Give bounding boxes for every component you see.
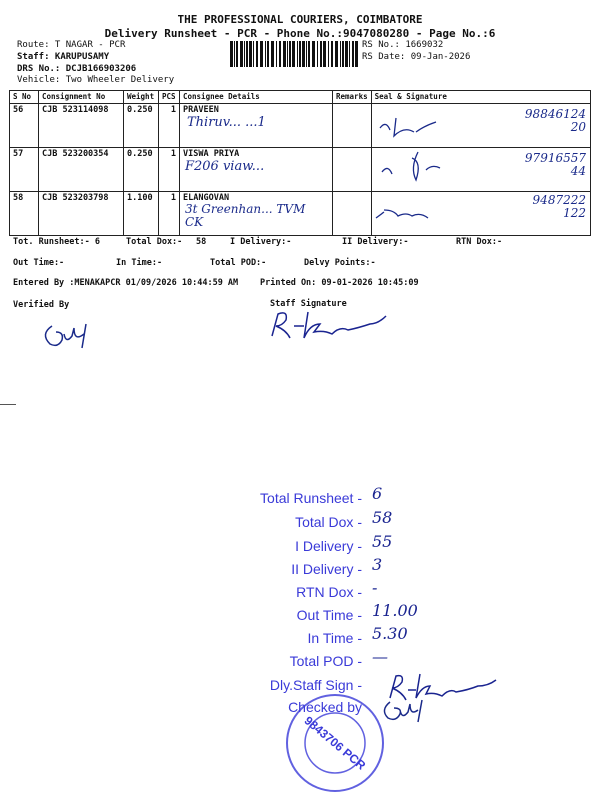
- barcode-bar: [308, 41, 310, 67]
- stamp-label: RTN Dox -: [296, 584, 362, 600]
- barcode-bar: [279, 41, 281, 67]
- stamp-label: In Time -: [307, 630, 362, 646]
- row-remarks: [333, 104, 372, 148]
- stamp-value: —: [372, 647, 388, 666]
- runsheet-subtitle: Delivery Runsheet - PCR - Phone No.:9047080280 - Page No.:6: [104, 27, 496, 40]
- rs-date: RS Date: 09-Jan-2026: [362, 52, 471, 62]
- staff-signature: [266, 304, 416, 344]
- total-dox-label: Total Dox:-: [126, 237, 183, 247]
- row-seal: [371, 148, 590, 192]
- printed-on: Printed On: 09-01-2026 10:45:09: [260, 278, 419, 288]
- row-consignment: CJB 523203798: [39, 192, 124, 236]
- barcode-bar: [292, 41, 295, 67]
- row-remarks: [333, 148, 372, 192]
- table-header-row: [10, 91, 591, 104]
- barcode-bar: [342, 41, 344, 67]
- margin-tick: [0, 404, 16, 405]
- barcode-bar: [345, 41, 348, 67]
- stamp-label: Out Time -: [296, 607, 362, 623]
- verified-by-label: Verified By: [13, 300, 70, 310]
- row-weight: 1.100: [124, 192, 159, 236]
- phone-number: 97916557 44: [524, 151, 586, 178]
- seal-text: 9843706 PCR: [301, 713, 369, 773]
- row-weight: 0.250: [124, 148, 159, 192]
- barcode-bar: [230, 41, 233, 67]
- barcode-bar: [297, 41, 298, 67]
- total-pod: Total POD:-: [210, 258, 267, 268]
- col-consignee: Consignee Details: [180, 91, 333, 104]
- barcode-bar: [234, 41, 235, 67]
- col-consignment: Consignment No: [39, 91, 124, 104]
- row-pcs: 1: [159, 148, 180, 192]
- row-seal: [371, 192, 590, 236]
- barcode: [230, 41, 358, 67]
- total-dox-value: 58: [196, 237, 207, 247]
- checked-by-signature: [378, 694, 438, 730]
- stamp-value: 11.00: [372, 601, 418, 620]
- stamp-value: 6: [372, 484, 383, 503]
- consignee-note: 3t Greenhan... TVM CK: [185, 202, 306, 229]
- col-remarks: Remarks: [333, 91, 372, 104]
- barcode-bar: [265, 41, 266, 67]
- barcode-bar: [260, 41, 263, 67]
- barcode-bar: [323, 41, 326, 67]
- phone-number: 98846124 20: [524, 107, 586, 134]
- col-weight: Weight: [124, 91, 159, 104]
- barcode-bar: [328, 41, 329, 67]
- table-row: [10, 148, 591, 192]
- table-row: [10, 104, 591, 148]
- phone-number: 9487222 122: [532, 193, 586, 220]
- stamp-label: Dly.Staff Sign -: [269, 677, 362, 693]
- staff-label: Staff: KARUPUSAMY: [17, 52, 110, 62]
- company-seal: [280, 688, 390, 798]
- consignee-note: Thiruv... ...1: [187, 115, 266, 130]
- total-runsheet: Tot. Runsheet:- 6: [13, 237, 100, 247]
- barcode-bar: [240, 41, 243, 67]
- row-pcs: 1: [159, 192, 180, 236]
- signature-mark: [372, 148, 492, 188]
- row-consignee: [180, 148, 333, 192]
- row-consignee: [180, 104, 333, 148]
- stamp-label: II Delivery -: [291, 561, 362, 577]
- table-row: [10, 192, 591, 236]
- barcode-bar: [283, 41, 286, 67]
- barcode-bar: [320, 41, 322, 67]
- company-title: THE PROFESSIONAL COURIERS, COIMBATORE: [177, 13, 423, 26]
- col-sno: S No: [10, 91, 39, 104]
- barcode-bar: [244, 41, 245, 67]
- barcode-bar: [312, 41, 315, 67]
- barcode-bar: [317, 41, 318, 67]
- consignee-name: VISWA PRIYA: [183, 149, 240, 159]
- signature-mark: [372, 192, 492, 232]
- stamp-value: -: [372, 578, 378, 597]
- barcode-bar: [306, 41, 307, 67]
- row-sno: 58: [10, 192, 39, 236]
- ii-delivery: II Delivery:-: [342, 237, 409, 247]
- row-pcs: 1: [159, 104, 180, 148]
- barcode-bar: [352, 41, 354, 67]
- stamp-value: 55: [372, 532, 393, 551]
- row-seal: [371, 104, 590, 148]
- row-weight: 0.250: [124, 104, 159, 148]
- stamp-label: Total Runsheet -: [260, 490, 362, 506]
- row-remarks: [333, 192, 372, 236]
- runsheet-table: [9, 90, 591, 236]
- barcode-bar: [340, 41, 341, 67]
- barcode-bar: [289, 41, 291, 67]
- barcode-bar: [253, 41, 254, 67]
- rs-no: RS No.: 1669032: [362, 40, 444, 50]
- staff-signature-label: Staff Signature: [270, 299, 347, 309]
- barcode-bar: [256, 41, 258, 67]
- barcode-bar: [331, 41, 333, 67]
- stamp-label: Checked by: [288, 699, 362, 715]
- barcode-bar: [299, 41, 301, 67]
- col-pcs: PCS: [159, 91, 180, 104]
- verified-signature: [38, 314, 118, 354]
- barcode-bar: [271, 41, 274, 67]
- row-consignee: [180, 192, 333, 236]
- barcode-bar: [287, 41, 288, 67]
- row-sno: 57: [10, 148, 39, 192]
- signature-mark: [372, 106, 492, 144]
- stamp-label: Total POD -: [289, 653, 362, 669]
- barcode-bar: [335, 41, 338, 67]
- barcode-bar: [246, 41, 248, 67]
- stamp-value: 5.30: [372, 624, 408, 643]
- col-seal: Seal & Signature: [371, 91, 590, 104]
- barcode-bar: [267, 41, 269, 67]
- barcode-bar: [249, 41, 252, 67]
- i-delivery: I Delivery:-: [230, 237, 292, 247]
- row-sno: 56: [10, 104, 39, 148]
- in-time: In Time:-: [116, 258, 163, 268]
- consignee-name: PRAVEEN: [183, 105, 219, 115]
- out-time: Out Time:-: [13, 258, 65, 268]
- barcode-bar: [236, 41, 238, 67]
- stamp-value: 3: [372, 555, 383, 574]
- row-consignment: CJB 523114098: [39, 104, 124, 148]
- consignee-note: F206 viaw...: [185, 159, 265, 174]
- row-consignment: CJB 523200354: [39, 148, 124, 192]
- barcode-bar: [276, 41, 277, 67]
- entered-by: Entered By :MENAKAPCR 01/09/2026 10:44:59 AM: [13, 278, 239, 288]
- consignee-name: ELANGOVAN: [183, 193, 230, 203]
- delvy-points: Delvy Points:-: [304, 258, 376, 268]
- barcode-bar: [349, 41, 350, 67]
- stamp-label: I Delivery -: [295, 538, 362, 554]
- rtn-dox: RTN Dox:-: [456, 237, 503, 247]
- barcode-bar: [355, 41, 358, 67]
- drs-label: DRS No.: DCJB166903206: [17, 64, 137, 74]
- route-label: Route: T NAGAR - PCR: [17, 40, 126, 50]
- stamp-value: 58: [372, 508, 393, 527]
- barcode-bar: [302, 41, 305, 67]
- stamp-label: Total Dox -: [295, 514, 362, 530]
- vehicle-label: Vehicle: Two Wheeler Delivery: [17, 75, 175, 85]
